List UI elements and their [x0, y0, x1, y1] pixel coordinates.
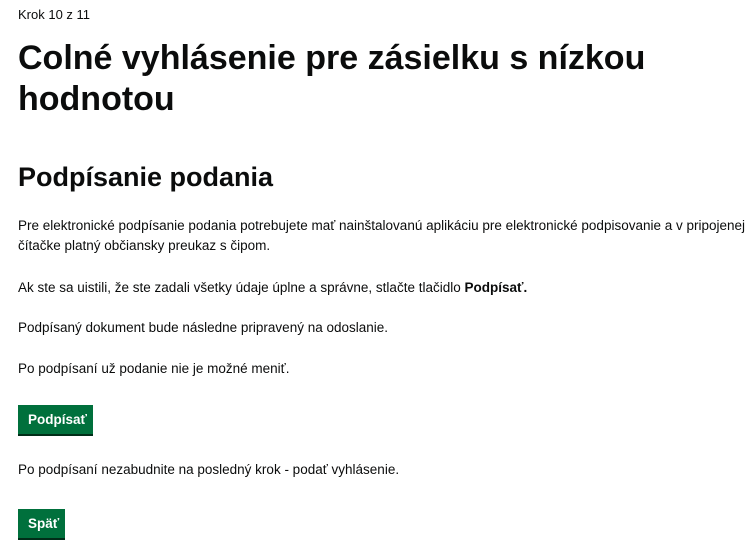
step-indicator: Krok 10 z 11: [18, 7, 91, 22]
confirm-instruction-prefix: Ak ste sa uistili, že ste zadali všetky údaje úplne a správne, stlačte tlačidlo: [18, 280, 465, 295]
signed-document-info-text: Podpísaný dokument bude následne pripravený na odoslanie.: [18, 320, 389, 335]
page-title: Colné vyhlásenie pre zásielku s nízkou hodnotou: [18, 39, 646, 118]
no-edit-warning-text: Po podpísaní už podanie nie je možné meniť.: [18, 361, 290, 376]
section-heading: Podpísanie podania: [18, 162, 274, 192]
confirm-instruction-text: [18, 278, 752, 298]
sign-button[interactable]: Podpísať: [18, 405, 93, 436]
back-button[interactable]: Späť: [18, 509, 65, 540]
confirm-instruction-button-name: Podpísať.: [464, 280, 528, 295]
final-step-reminder-text: Po podpísaní nezabudnite na posledný krok - podať vyhlásenie.: [18, 462, 400, 477]
signing-requirements-text: Pre elektronické podpísanie podania potrebujete mať nainštalovanú aplikáciu pre elektronické podpisovanie a v pripojenej čítačke platný občiansky preukaz s čipom.: [18, 218, 746, 253]
